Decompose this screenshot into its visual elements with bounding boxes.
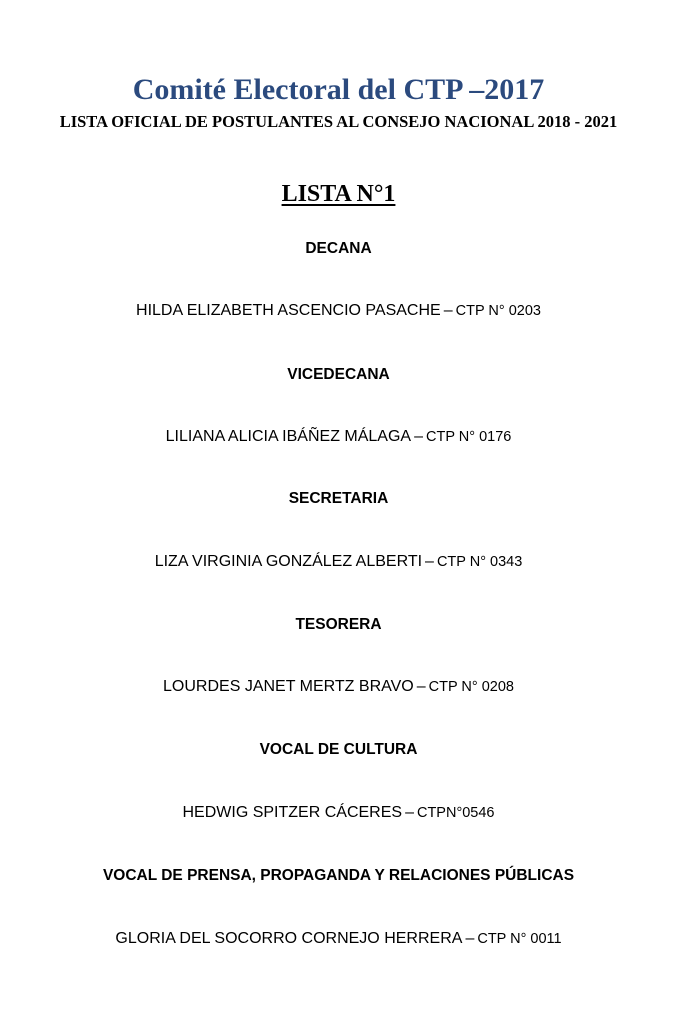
candidate-ctp-code: CTP N° 0011 [477,931,562,947]
separator: – [416,678,426,695]
candidate-ctp-code: CTP N° 0343 [436,554,523,570]
candidate-ctp-code: CTP N° 0176 [426,429,512,445]
candidate-line-tesorera [0,677,677,697]
candidate-ctp-code: CTPN°0546 [416,805,495,821]
separator: – [425,553,434,570]
document-title: Comité Electoral del CTP –2017 [132,73,545,106]
role-heading-decana: DECANA [305,240,372,257]
separator: – [405,804,414,821]
candidate-name: LILIANA ALICIA IBÁÑEZ MÁLAGA [165,428,412,445]
list-title: LISTA N°1 [281,181,396,207]
role-heading-vicedecana: VICEDECANA [287,366,390,383]
document-subtitle: LISTA OFICIAL DE POSTULANTES AL CONSEJO NACIONAL 2018 - 2021 [59,112,618,131]
candidate-line-vocal-prensa [0,929,677,949]
separator: – [465,930,475,947]
candidate-ctp-code: CTP N° 0203 [455,303,541,319]
role-heading-secretaria: SECRETARIA [288,490,389,507]
role-heading-vocal-cultura: VOCAL DE CULTURA [259,741,418,758]
candidate-name: LOURDES JANET MERTZ BRAVO [163,678,414,695]
candidate-ctp-code: CTP N° 0208 [428,679,514,695]
candidate-line-vicedecana [0,427,677,447]
separator: – [414,428,423,445]
candidate-name: HILDA ELIZABETH ASCENCIO PASACHE [136,302,441,319]
candidate-line-decana [0,301,677,321]
candidate-name: LIZA VIRGINIA GONZÁLEZ ALBERTI [154,553,423,570]
candidate-name: HEDWIG SPITZER CÁCERES [182,804,403,821]
candidate-line-secretaria [0,552,677,572]
role-heading-vocal-prensa: VOCAL DE PRENSA, PROPAGANDA Y RELACIONES PÚBLICAS [102,867,575,884]
separator: – [443,302,453,319]
candidate-name: GLORIA DEL SOCORRO CORNEJO HERRERA [115,930,463,947]
role-heading-tesorera: TESORERA [295,616,382,633]
candidate-line-vocal-cultura [0,803,677,823]
